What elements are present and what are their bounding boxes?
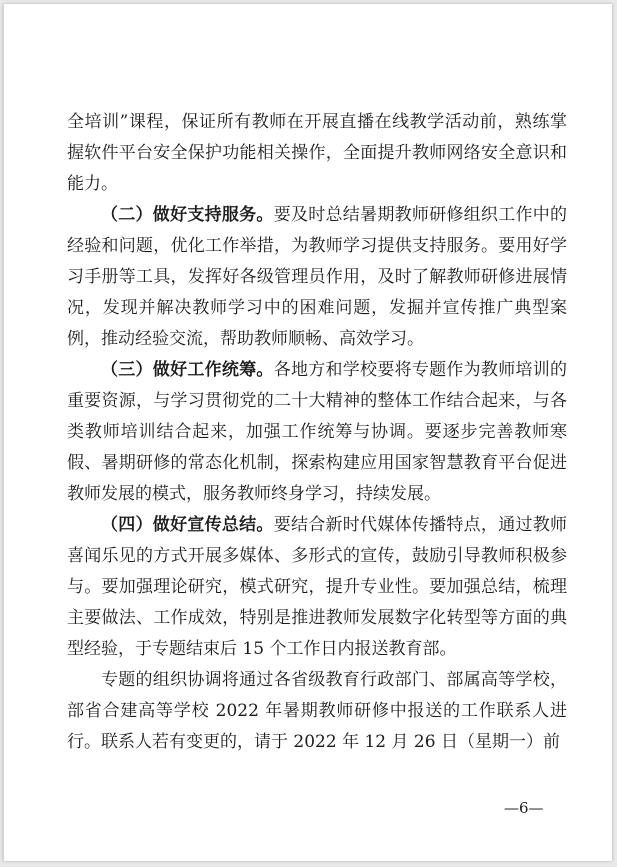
paragraph-coordination xyxy=(67,355,567,510)
section-heading: （二）做好支持服务。 xyxy=(101,205,274,225)
document-page xyxy=(3,4,612,861)
paragraph-text: 各地方和学校要将专题作为教师培训的重要资源，与学习贯彻党的二十大精神的整体工作结合起来，与各类教师培训结合起来，加强工作统筹与协调。要逐步完善教师寒假、暑期研修的常态化机制，探索构建应用国家智慧教育平台促进教师发展的模式，服务教师终身学习，持续发展。 xyxy=(67,360,568,504)
body-text xyxy=(67,107,567,758)
paragraph-publicity xyxy=(67,510,567,665)
section-heading: （三）做好工作统筹。 xyxy=(101,360,274,380)
paragraph: 全培训”课程，保证所有教师在开展直播在线教学活动前，熟练掌握软件平台安全保护功能相关操作，全面提升教师网络安全意识和能力。 xyxy=(67,112,567,194)
paragraph-text: 要结合新时代媒体传播特点，通过教师喜闻乐见的方式开展多媒体、多形式的宣传，鼓励引导教师积极参与。要加强理论研究，模式研究，提升专业性。要加强总结，梳理主要做法、工作成效，特别是推进教师发展数字化转型等方面的典型经验，于专题结束后 15 个工作日内报送教育部。 xyxy=(67,515,568,659)
paragraph-contact: 专题的组织协调将通过各省级教育行政部门、部属高等学校，部省合建高等学校 2022 年暑期教师研修中报送的工作联系人进行。联系人若有变更的，请于 2022 年 12 月 26 日（星期一）前 xyxy=(67,670,567,752)
paragraph-support-services xyxy=(67,200,567,355)
section-heading: （四）做好宣传总结。 xyxy=(101,515,274,535)
paragraph-text: 要及时总结暑期教师研修组织工作中的经验和问题，优化工作举措，为教师学习提供支持服务。要用好学习手册等工具，发挥好各级管理员作用，及时了解教师研修进展情况，发现并解决教师学习中的困难问题，发掘并宣传推广典型案例，推动经验交流，帮助教师顺畅、高效学习。 xyxy=(67,205,568,349)
page-number: —6— xyxy=(504,799,544,817)
